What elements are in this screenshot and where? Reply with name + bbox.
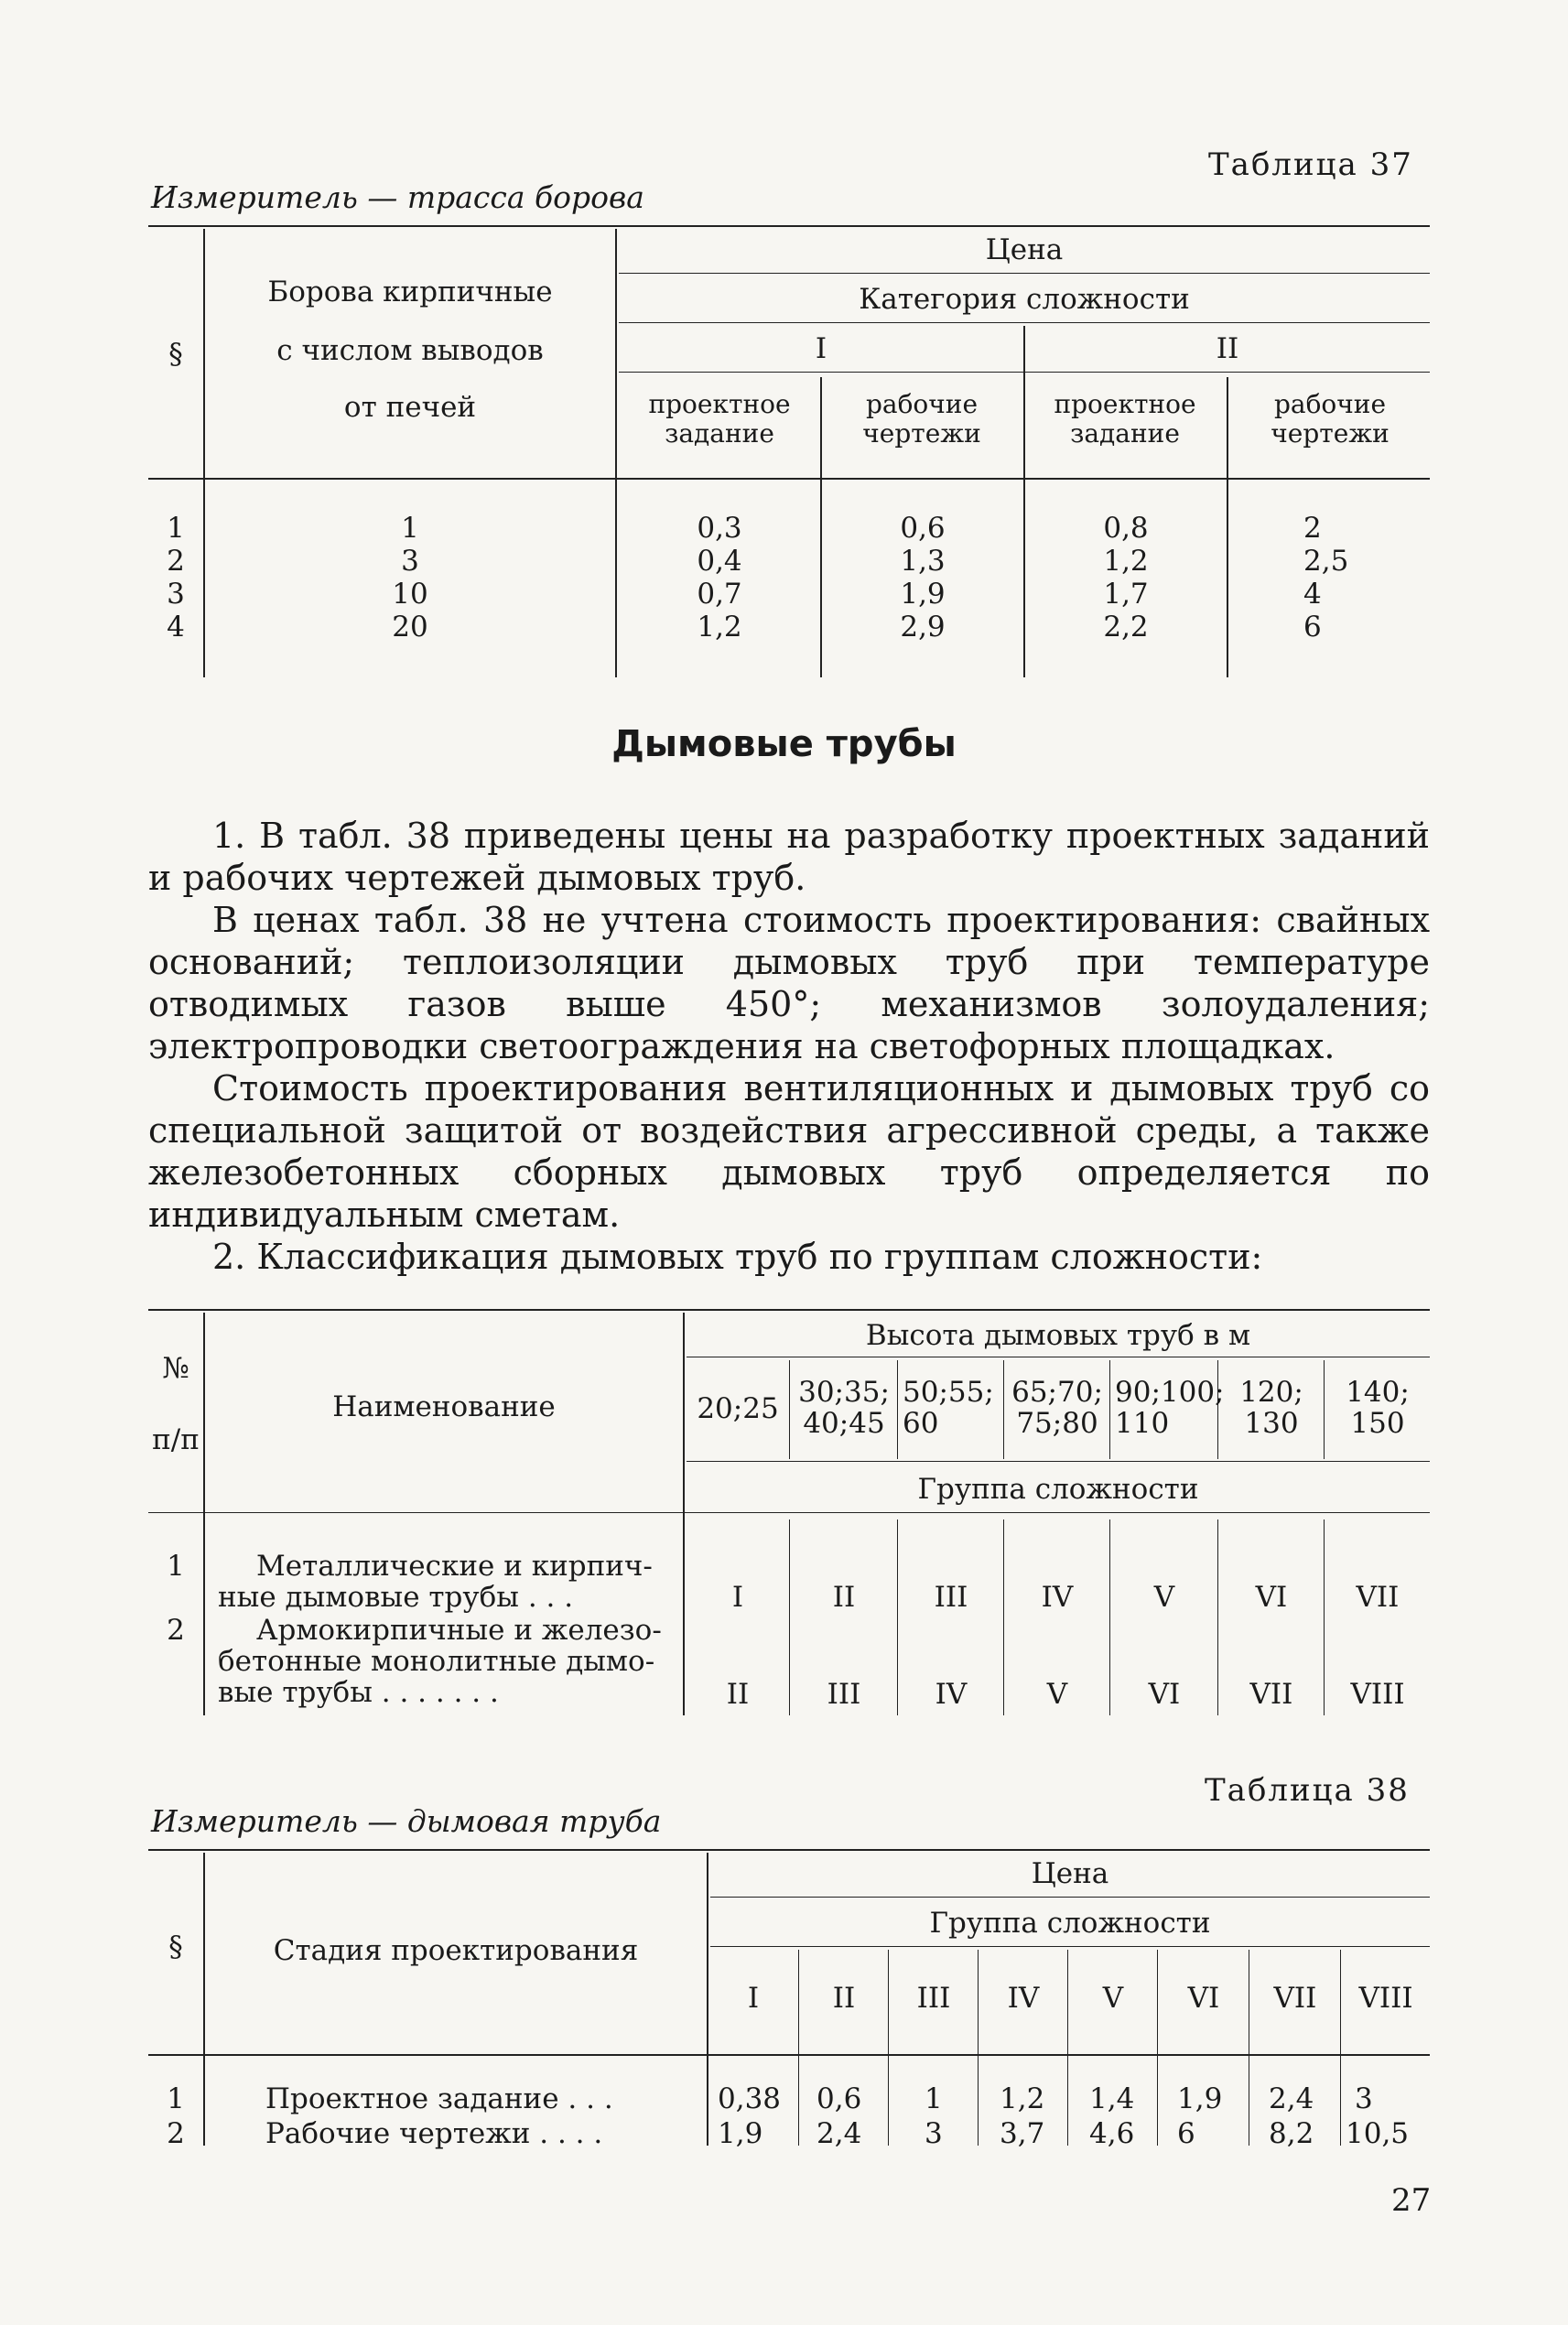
t38-r1-v3: 1 — [925, 2082, 943, 2115]
t37-r3-v2: 1,9 — [900, 578, 946, 611]
ct-height-header: Высота дымовых труб в м — [865, 1319, 1251, 1352]
t37-r2-v2: 1,3 — [900, 545, 946, 578]
t37-cat2-header: II — [1216, 332, 1239, 365]
t38-r1-v1: 0,38 — [718, 2082, 782, 2115]
t37-sub-header-2: рабочие чертежи — [862, 389, 981, 449]
t37-r3-n: 10 — [392, 578, 428, 611]
ct-r2-v1: II — [726, 1678, 750, 1711]
t37-sub-header-4: рабочие чертежи — [1271, 389, 1390, 449]
t37-cat1-header: I — [815, 332, 827, 365]
t37-r4-v3: 2,2 — [1103, 611, 1149, 643]
ct-r1-v5: V — [1153, 1581, 1175, 1614]
ct-col-4b: 75;80 — [1016, 1407, 1098, 1440]
ct-col-3b: 60 — [903, 1407, 939, 1440]
t38-r2-v4: 3,7 — [1000, 2117, 1045, 2150]
t37-r2-n: 3 — [401, 545, 419, 578]
ct-r1-v1: I — [731, 1581, 744, 1614]
section-body — [148, 815, 1430, 1278]
table-38-caption: Таблица 38 — [1205, 1772, 1410, 1809]
t38-col-1: I — [747, 1982, 760, 2015]
t38-col-5: V — [1102, 1982, 1124, 2015]
t38-r2-v3: 3 — [925, 2117, 943, 2150]
ct-col-6a: 120; — [1239, 1376, 1303, 1409]
t38-name-header: Стадия проектирования — [273, 1934, 639, 1967]
paragraph-4: 2. Классификация дымовых труб по группам сложности: — [212, 1237, 1263, 1277]
t38-col-3: III — [916, 1982, 951, 2015]
t38-col-4: IV — [1007, 1982, 1040, 2015]
t38-col-7: VII — [1273, 1982, 1317, 2015]
t38-r1-v5: 1,4 — [1089, 2082, 1135, 2115]
ct-col-6b: 130 — [1244, 1407, 1299, 1440]
t38-price-header: Цена — [1031, 1857, 1109, 1890]
t38-col-6: VI — [1187, 1982, 1220, 2015]
ct-col-4a: 65;70; — [1011, 1376, 1103, 1409]
ct-r1-v7: VII — [1356, 1581, 1400, 1614]
t38-r2-name: Рабочие чертежи . . . . — [265, 2117, 603, 2150]
table-37-caption: Таблица 37 — [1208, 146, 1413, 183]
t37-r4-sect: 4 — [167, 611, 185, 643]
t38-r2-v1: 1,9 — [718, 2117, 763, 2150]
ct-r1-v4: IV — [1041, 1581, 1074, 1614]
page-number: 27 — [1391, 2182, 1432, 2219]
ct-r1-v2: II — [832, 1581, 856, 1614]
t37-r2-v3: 1,2 — [1103, 545, 1149, 578]
t37-r4-v2: 2,9 — [900, 611, 946, 643]
ct-r2-name-1: Армокирпичные и железо- — [256, 1614, 662, 1647]
t38-sect-header: § — [168, 1930, 183, 1963]
ct-r2-v5: VI — [1148, 1678, 1181, 1711]
t37-name-header-2: с числом выводов — [276, 334, 544, 367]
t38-r2-v7: 8,2 — [1269, 2117, 1314, 2150]
t38-r2-v6: 6 — [1177, 2117, 1195, 2150]
ct-r1-name-1: Металлические и кирпич- — [256, 1550, 653, 1583]
t38-r1-v4: 1,2 — [1000, 2082, 1045, 2115]
t38-r1-v7: 2,4 — [1269, 2082, 1314, 2115]
ct-r2-v4: V — [1046, 1678, 1068, 1711]
ct-col-2a: 30;35; — [798, 1376, 890, 1409]
t37-r4-v4: 6 — [1303, 611, 1322, 643]
t37-r1-v2: 0,6 — [900, 512, 946, 545]
ct-col-7b: 150 — [1350, 1407, 1405, 1440]
paragraph-3: Стоимость проектирования вентиляционных и дымовых труб со специальной защитой от воздействия агрессивной среды, а также железобетонных сборных дымовых труб определяется по индивидуальным сметам. — [148, 1068, 1430, 1235]
t37-r4-v1: 1,2 — [697, 611, 742, 643]
ct-col-3a: 50;55; — [903, 1376, 994, 1409]
t38-r1-v8: 3 — [1355, 2082, 1373, 2115]
t37-r2-v1: 0,4 — [697, 545, 742, 578]
ct-col-1: 20;25 — [697, 1392, 779, 1425]
section-title: Дымовые трубы — [611, 723, 957, 765]
t38-col-2: II — [832, 1982, 856, 2015]
ct-r2-v6: VII — [1249, 1678, 1293, 1711]
t37-r1-v3: 0,8 — [1103, 512, 1149, 545]
ct-no-header: № — [162, 1352, 189, 1385]
ct-r1-v6: VI — [1255, 1581, 1288, 1614]
t37-r1-n: 1 — [401, 512, 419, 545]
ct-pp-header: п/п — [152, 1423, 200, 1456]
t38-r2-v8: 10,5 — [1346, 2117, 1410, 2150]
ct-col-5a: 90;100; — [1115, 1376, 1225, 1409]
t38-r2-v5: 4,6 — [1089, 2117, 1135, 2150]
ct-r1-name-2: ные дымовые трубы . . . — [218, 1581, 574, 1614]
t38-r1-v2: 0,6 — [816, 2082, 862, 2115]
paragraph-2: В ценах табл. 38 не учтена стоимость проектирования: свайных оснований; теплоизоляции дымовых труб при температуре отводимых газов выше 450°; механизмов золоудаления; электропроводки светоограждения на светофорных площадках. — [148, 900, 1430, 1066]
t38-group-header: Группа сложности — [929, 1907, 1211, 1940]
t37-r4-n: 20 — [392, 611, 428, 643]
ct-r2-v7: VIII — [1350, 1678, 1405, 1711]
paragraph-1: 1. В табл. 38 приведены цены на разработку проектных заданий и рабочих чертежей дымовых труб. — [148, 816, 1430, 898]
ct-name-header: Наименование — [332, 1390, 556, 1423]
t37-r3-v1: 0,7 — [697, 578, 742, 611]
ct-group-header: Группа сложности — [917, 1473, 1199, 1506]
t37-r3-sect: 3 — [167, 578, 185, 611]
ct-r1-sect: 1 — [167, 1550, 185, 1583]
ct-r2-v2: III — [827, 1678, 861, 1711]
t37-r3-v4: 4 — [1303, 578, 1322, 611]
ct-r1-v3: III — [934, 1581, 968, 1614]
ct-col-2b: 40;45 — [803, 1407, 885, 1440]
ct-col-5b: 110 — [1115, 1407, 1170, 1440]
ct-r2-v3: IV — [935, 1678, 968, 1711]
t37-r1-v1: 0,3 — [697, 512, 742, 545]
t38-r1-name: Проектное задание . . . — [265, 2082, 613, 2115]
t38-r1-v6: 1,9 — [1177, 2082, 1223, 2115]
t38-r1-sect: 1 — [167, 2082, 185, 2115]
t37-price-header: Цена — [985, 233, 1064, 266]
ct-col-7a: 140; — [1346, 1376, 1410, 1409]
t37-category-header: Категория сложности — [859, 283, 1190, 316]
t37-r2-sect: 2 — [167, 545, 185, 578]
table-38-measure: Измеритель — дымовая труба — [151, 1803, 662, 1839]
t37-r1-sect: 1 — [167, 512, 185, 545]
t37-r1-v4: 2 — [1303, 512, 1322, 545]
t37-sub-header-1: проектное задание — [648, 389, 791, 449]
ct-r2-name-2: бетонные монолитные дымо- — [218, 1645, 655, 1678]
t37-sect-header: § — [168, 338, 183, 371]
t38-r2-sect: 2 — [167, 2117, 185, 2150]
t38-r2-v2: 2,4 — [816, 2117, 862, 2150]
t37-sub-header-3: проектное задание — [1054, 389, 1196, 449]
ct-r2-name-3: вые трубы . . . . . . . — [218, 1676, 499, 1709]
t38-col-8: VIII — [1358, 1982, 1413, 2015]
t37-name-header-1: Борова кирпичные — [267, 276, 553, 308]
t37-r2-v4: 2,5 — [1303, 545, 1349, 578]
t37-r3-v3: 1,7 — [1103, 578, 1149, 611]
table-37-measure: Измеритель — трасса борова — [151, 179, 644, 215]
ct-r2-sect: 2 — [167, 1614, 185, 1647]
t37-name-header-3: от печей — [343, 391, 477, 424]
